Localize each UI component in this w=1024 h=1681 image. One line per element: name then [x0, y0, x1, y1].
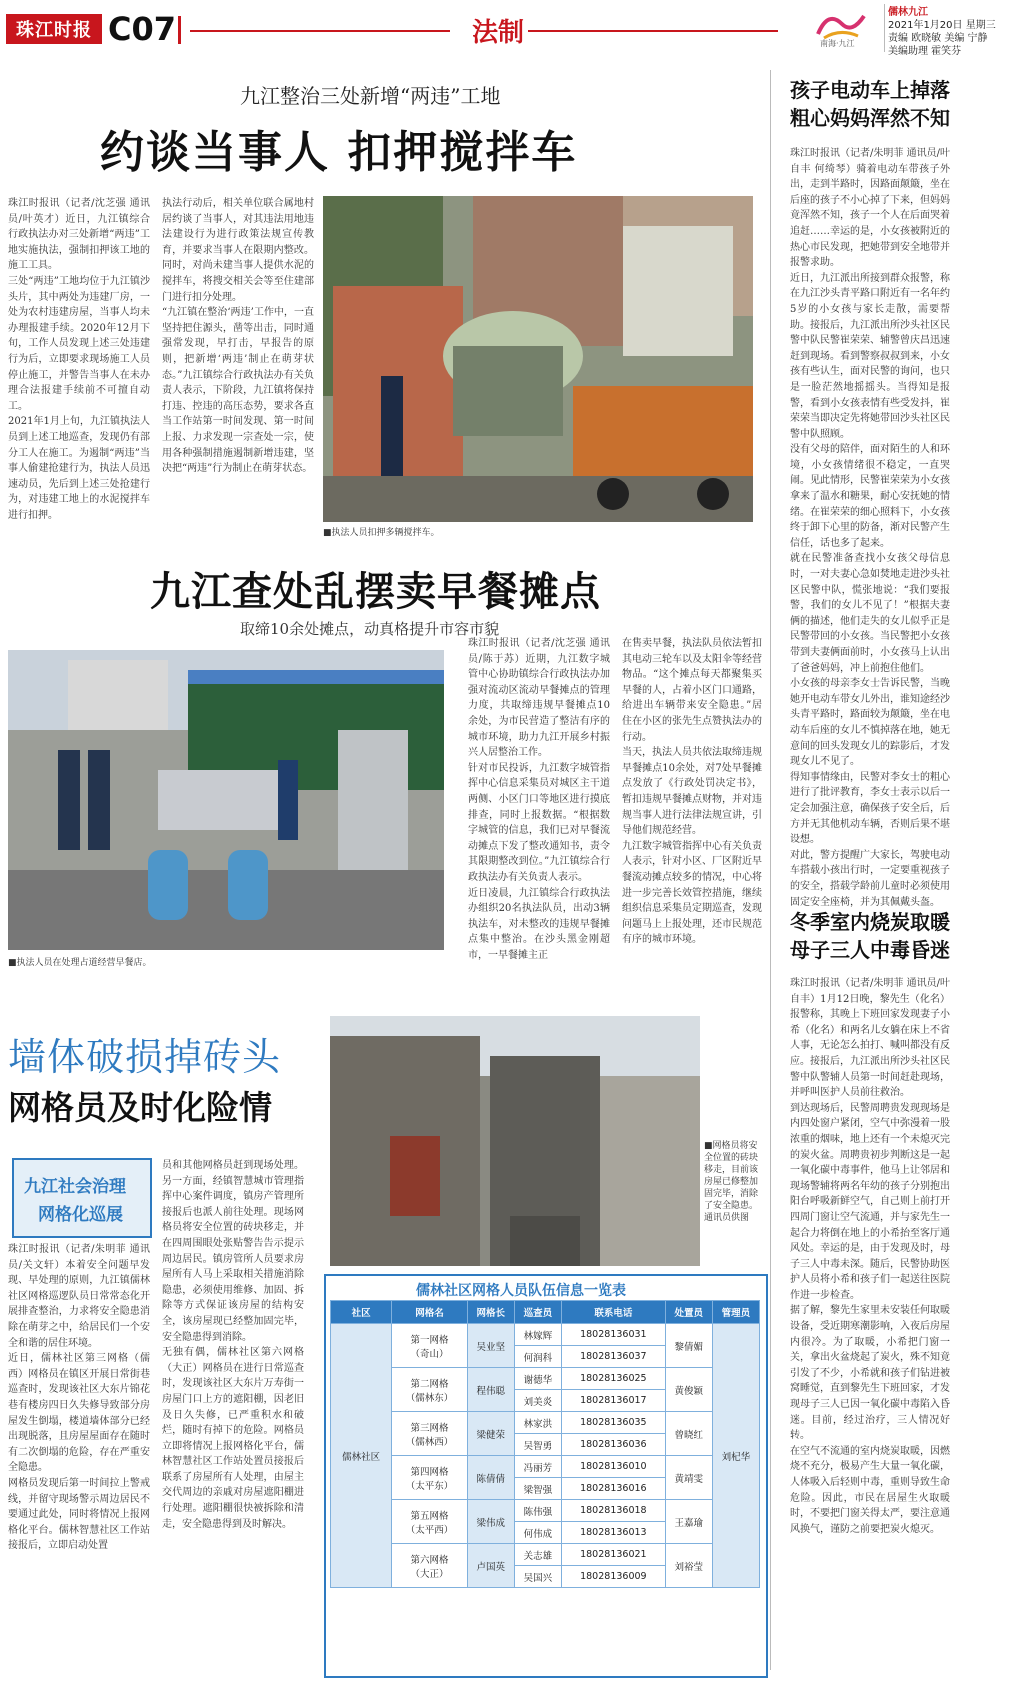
side1-headline-line2: 粗心妈妈浑然不知 [790, 106, 950, 130]
header-inspector: 巡查员 [514, 1301, 561, 1324]
cell-handler: 黄靖雯 [665, 1456, 712, 1500]
breakfast-stall-photo [8, 650, 444, 950]
grid-patrol-badge [12, 1158, 152, 1238]
cell-phone: 18028136016 [561, 1478, 665, 1500]
cell-grid-name: 第五网格 （太平西） [392, 1500, 467, 1544]
side2-headline-line2: 母子三人中毒昏迷 [790, 938, 950, 962]
table-row [331, 1368, 760, 1390]
stall-enforcement-image [8, 650, 444, 950]
damaged-wall-photo [330, 1016, 700, 1266]
cell-handler: 曾晓红 [665, 1412, 712, 1456]
cell-grid-leader: 吴业坚 [467, 1324, 514, 1368]
article1-headline: 约谈当事人 扣押搅拌车 [100, 127, 578, 178]
cell-phone: 18028136036 [561, 1434, 665, 1456]
grid-staff-table [330, 1300, 760, 1588]
header-handler: 处置员 [665, 1301, 712, 1324]
logo-title: 儒林九江 [888, 7, 928, 18]
cell-inspector: 陈伟强 [514, 1500, 561, 1522]
cell-grid-leader: 陈倩倩 [467, 1456, 514, 1500]
newspaper-brand: 珠江时报 [6, 14, 102, 44]
table-row [331, 1412, 760, 1434]
issue-date: 2021年1月20日 星期三 [888, 20, 996, 31]
cell-inspector: 冯丽芳 [514, 1456, 561, 1478]
cell-grid-name: 第一网格 （奇山） [392, 1324, 467, 1368]
cell-grid-leader: 梁伟成 [467, 1500, 514, 1544]
staff-table-wrap [330, 1300, 760, 1588]
article2-column-2: 在售卖早餐，执法队员依法暂扣其电动三轮车以及太阳伞等经营物品。“这个摊点每天都聚集买早餐的人，占着小区门口通路，给进出车辆带来安全隐患。”居住在小区的张先生点赞执法办的行动。 当天，执法人员共依法取缔违规早餐摊点10余处，对7处早餐摊点发放了《行政处罚决定书》，暂扣违规早餐摊点财物，并对违规当事人进行法律法规宣讲，引导他们规范经营。 九江数字城管指挥中心有关负责人表示，针对小区、厂区附近早餐流动摊点较多的情况，中心将进一步完善长效管控措施，继续组织信息采集员定期巡查，发现问题马上上报处理，还市民规范有序的城市环境。 [622, 638, 762, 946]
article3-headline-line1: 墙体破损掉砖头 [8, 1035, 282, 1079]
cell-handler: 黎倩媚 [665, 1324, 712, 1368]
cell-inspector: 何伟成 [514, 1522, 561, 1544]
page-number: C07 [108, 10, 177, 48]
cell-inspector: 吴国兴 [514, 1566, 561, 1588]
side2-headline-line1: 冬季室内烧炭取暖 [790, 910, 950, 934]
article3-caption: ■网格员将安全位置的砖块移走，目前该房屋已修整加固完毕，消除了安全隐患。 通讯员供图 [704, 1141, 759, 1223]
cell-handler: 王嘉瑜 [665, 1500, 712, 1544]
article1-kicker: 九江整治三处新增“两违”工地 [240, 84, 501, 108]
cell-phone: 18028136010 [561, 1456, 665, 1478]
cell-phone: 18028136037 [561, 1346, 665, 1368]
cell-inspector: 吴智勇 [514, 1434, 561, 1456]
table-header-row [331, 1301, 760, 1324]
article1-column-2: 执法行动后，相关单位联合属地村居约谈了当事人，对其违法用地违法建设行为进行政策法规宣传教育，并要求当事人在限期内整改。同时，对尚未建当事人提供水泥的搅拌车，将搜交相关会等至住建部门进行扣分处理。 “九江镇在整治‘两违’工作中，一直坚持把住源头，凿等出击，同时通强常发现，早打击，早报告的原则，把新增‘两违’制止在萌芽状态。”九江镇综合行政执法办有关负责人表示，下阶段，九江镇将保持打违、控违的高压态势，要求各直当工作站第一时间发现、第一时间上报、力求发现一宗查处一宗，使用各种强制措施遏制新增违建，坚决把“两违”行为制止在萌芽状态。 [162, 198, 314, 475]
editor-line-1: 责编 欧晓敏 美编 宁静 [888, 33, 988, 44]
cell-handler: 黄俊颖 [665, 1368, 712, 1412]
article1-column-1: 珠江时报讯（记者/沈芝强 通讯员/叶英才）近日，九江镇综合行政执法办对三处新增“两违”工地实施执法，强制扣押该工地的施工工具。 三处“两违”工地均位于九江镇沙头片，其中两处为违建厂房，一处为农村违建房屋，当事人均未办理报建手续。2020年12月下旬，工作人员发现上述三处违建行为后，立即要求现场施工人员停止施工，并警告当事人在未办理合法报建手续前不可擅自动工。 2021年1月上旬，九江镇执法人员到上述工地巡查，发现仍有部分工人在施工。为遏制“两违”当事人偷建抢建行为，执法人员迅速动员，先后到上述三处抢建行为，对违建工地上的水泥搅拌车进行扣押。 [8, 198, 150, 521]
sidebar-divider [770, 70, 771, 1670]
cell-handler: 刘裕莹 [665, 1544, 712, 1588]
cell-phone: 18028136017 [561, 1390, 665, 1412]
cell-inspector: 刘美炎 [514, 1390, 561, 1412]
cell-phone: 18028136018 [561, 1500, 665, 1522]
cell-phone: 18028136031 [561, 1324, 665, 1346]
article2-column-1: 珠江时报讯（记者/沈芝强 通讯员/陈于苏）近期，九江数字城管中心协助镇综合行政执法办加强对流动区流动早餐摊点的管理力度，共取缔违规早餐摊点10余处，为市民营造了整洁有序的城市环境，助力九江开展乡村振兴人居整治工作。 针对市民投诉，九江数字城管指挥中心信息采集员对城区主干道两侧、小区门口等地区进行摸底排查，同时上报数据。“根据数字城管的信息，我们已对早餐流动摊点下发了整改通知书，责令其限期整改到位。”九江镇综合行政执法办有关负责人表示。 近日凌晨，九江镇综合行政执法办组织20名执法队员，出动3辆执法车，对未整改的违规早餐摊点集中整治。在沙头黑金刚超市，一早餐摊主正 [468, 638, 610, 961]
header-manager: 管理员 [712, 1301, 759, 1324]
cell-grid-name: 第三网格 （儒林西） [392, 1412, 467, 1456]
article1-caption: ■执法人员扣押多辆搅拌车。 [323, 528, 440, 538]
article2-caption: ■执法人员在处理占道经营早餐店。 [8, 958, 152, 968]
side1-headline [790, 76, 950, 132]
cell-grid-name: 第二网格 （儒林东） [392, 1368, 467, 1412]
header-rule-right [528, 30, 778, 32]
header-divider [178, 16, 181, 44]
cell-community: 儒林社区 [331, 1324, 392, 1588]
table-row [331, 1500, 760, 1522]
cell-phone: 18028136009 [561, 1566, 665, 1588]
header-phone: 联系电话 [561, 1301, 665, 1324]
cell-phone: 18028136021 [561, 1544, 665, 1566]
cell-grid-name: 第六网格 （大正） [392, 1544, 467, 1588]
cell-phone: 18028136025 [561, 1368, 665, 1390]
cell-inspector: 林家洪 [514, 1412, 561, 1434]
article3-column-1: 珠江时报讯（记者/朱明菲 通讯员/关文轩）本着安全问题早发现、早处理的原则，九江镇儒林社区网格巡逻队员日常常态化开展排查整治，力求将安全隐患消除在萌芽之中，给居民们一个安全和谐的居住环境。 近日，儒林社区第三网格（儒西）网格员在镇区开展日常街巷巡查时，发现该社区大东片锦花巷有楼房四日久失修导致部分房屋发生倒塌，楼道墙体部分已经出现脱落，且房屋屋面存在随时有二次倒塌的危险，存在严重安全隐患。 网格员发现后第一时间拉上警戒线，并留守现场警示周边居民不要通过此处，同时将情况上报网格化平台。儒林智慧社区工作站接报后，立即启动处置 [8, 1244, 150, 1552]
badge-line-2: 网格化巡展 [38, 1205, 123, 1225]
table-row [331, 1324, 760, 1346]
table-row [331, 1544, 760, 1566]
cell-inspector: 谢德华 [514, 1368, 561, 1390]
header-community: 社区 [331, 1301, 392, 1324]
cell-inspector: 林嫁辉 [514, 1324, 561, 1346]
mixer-truck-image [323, 196, 753, 522]
side1-body: 珠江时报讯（记者/朱明菲 通讯员/叶自丰 何绮琴）骑着电动车带孩子外出，走到半路时，因路面颠簸，坐在后座的孩子不小心掉了下来，但妈妈竟浑然不知，孩子一个人在后面哭着追赶……幸运的是，小女孩被附近的热心市民发现，把她带到安全地带并报警求助。 近日，九江派出所接到群众报警，称在九江沙头青平路口附近有一名年约5岁的小女孩与家长走散，需要帮助。接报后，九江派出所沙头社区民警中队民警崔荣荣、辅警曾庆昌迅速赶到现场。看到警察叔叔到来，小女孩有些认生，面对民警的询问，也只是一脸茫然地摇摇头。当得知是报警，看到小女孩表情有些受发抖，崔荣荣当即决定先将她带回沙头社区民警中队照顾。 没有父母的陪伴，面对陌生的人和环境，小女孩情绪很不稳定，一直哭闹。见此情形，民警崔荣荣为小女孩拿来了温水和糖果，耐心安抚她的情绪。在崔荣荣的细心照料下，小女孩终于卸下心里的防备，渐对民警产生信任，话也多了起来。 就在民警准备查找小女孩父母信息时，一对夫妻心急如焚地走进沙头社区民警中队，慌张地说：“我们要报警，我们的女儿不见了！”根据夫妻俩的描述，他们走失的女儿似乎正是民警带回的小女孩。当民警把小女孩带到夫妻俩面前时，小女孩马上认出了爸爸妈妈，冲上前抱住他们。 小女孩的母亲李女士告诉民警，当晚她开电动车带女儿外出，谁知途经沙头青平路时，路面较为颠簸，坐在电动车后座的女儿不慎掉落在地，她无意间的回头发现女儿的踪影后，才发现女儿不见了。 得知事情缘由，民警对李女士的粗心进行了批评教育，李女士表示以后一定会加强注意，确保孩子安全后，后方并无其他机动车辆，否则后果不堪设想。 对此，警方提醒广大家长，驾驶电动车搭载小孩出行时，一定要重视孩子的安全，搭载学龄前儿童时必须使用固定安全座椅，并为其佩戴头盔。 [790, 148, 950, 908]
side1-headline-line1: 孩子电动车上掉落 [790, 78, 950, 102]
side2-headline [790, 908, 950, 964]
cell-grid-leader: 梁健荣 [467, 1412, 514, 1456]
cell-manager: 刘杞华 [712, 1324, 759, 1588]
cell-grid-leader: 卢国英 [467, 1544, 514, 1588]
section-title: 法制 [472, 18, 525, 48]
concrete-truck-photo [323, 196, 753, 522]
cell-phone: 18028136035 [561, 1412, 665, 1434]
header-rule-left [190, 30, 450, 32]
cell-inspector: 何润科 [514, 1346, 561, 1368]
grid-staff-table-box [324, 1274, 768, 1678]
table-row [331, 1456, 760, 1478]
article2-headline: 九江查处乱摆卖早餐摊点 [150, 568, 601, 615]
badge-line-1: 九江社会治理 [24, 1177, 126, 1197]
article3-headline-line2: 网格员及时化险情 [8, 1088, 272, 1127]
alley-wall-image [330, 1016, 700, 1266]
header-logo-divider [884, 4, 885, 52]
cell-inspector: 梁智强 [514, 1478, 561, 1500]
side2-body: 珠江时报讯（记者/朱明菲 通讯员/叶自丰）1月12日晚，黎先生（化名）报警称，其晚上下班回家发现妻子小希（化名）和两名儿女躺在床上不省人事，无论怎么拍打、喊叫都没有反应。接报后，九江派出所沙头社区民警中队警辅人员第一时间赶赴现场，并呼叫医护人员前往救治。 到达现场后，民警周聘贵发现现场是内四处窗户紧闭，空气中弥漫着一股浓重的烟味，地上还有一个未熄灭完的炭火盆。周聘贵初步判断这是一起一氧化碳中毒事件，他马上让邻居和现场警辅将两名年幼的孩子分别抱出阳台呼吸新鲜空气，自己则上前打开四周门窗让空气流通，并与家先生一起合力将倒在地上的小希抬至客厅通风处。幸运的是，由于发现及时，母子三人中毒未深。随后，民警协助医护人员将小希和孩子们一起送往医院作进一步检查。 据了解，黎先生家里未安装任何取暖设备，受近期寒潮影响，入夜后房屋内很冷。为了取暖，小希把门窗一关，拿出火盆烧起了炭火，殊不知竟引发了不少，小希就和孩子们钻进被窝睡觉，直到黎先生下班回家，才发现母子三人已因一氧化碳中毒陷入昏迷。目前，经过治疗，三人情况好转。 在空气不流通的室内烧炭取暖，因燃烧不充分，极易产生大量一氧化碳，人体吸入后轻则中毒，重则导致生命危险。因此，市民在居屋生火取暖时，不要把门窗关得太严，要注意通风换气，谨防之前要把炭火熄灭。 [790, 978, 950, 1535]
cell-grid-name: 第四网格 （太平东） [392, 1456, 467, 1500]
issue-info [888, 6, 996, 58]
header-grid-name: 网格名 [392, 1301, 467, 1324]
article2-subheadline: 取缔10余处摊点，动真格提升市容市貌 [240, 620, 500, 638]
header-grid-leader: 网格长 [467, 1301, 514, 1324]
district-logo [812, 6, 884, 50]
table-title: 儒林社区网格人员队伍信息一览表 [416, 1283, 626, 1299]
article3-column-2: 员和其他网格员赶到现场处理。另一方面，经镇智慧城市管理指挥中心案件调度，镇房产管理所接报后也派人前往处理。现场网格员将安全位置的砖块移走，并在四周围眼处张贴警告告示提示周边居民。镇房管所人员要求房屋所有人马上采取相关措施消除隐患，必须使用维修、加固、拆除等方式保证该房屋的结构安全，该房屋现已经整加固完毕，安全隐患得到消除。 无独有偶，儒林社区第六网格（大正）网格员在进行日常巡查时，发现该社区大东片万寿街一房屋门口上方的遮阳棚，因老旧及日久失修，已严重积水和破烂，随时有掉下的危险。网格员立即将情况上报网格化平台，儒林智慧社区工作站处置员接报后联系了房屋所有人处理，由屋主交代周边的亲戚对房屋遮阳棚进行处理。遮阳棚很快被拆除和清走，安全隐患得到及时解决。 [162, 1160, 304, 1530]
cell-phone: 18028136013 [561, 1522, 665, 1544]
logo-tag: 南海·九江 [820, 39, 855, 48]
cell-grid-leader: 程伟聪 [467, 1368, 514, 1412]
editor-line-2: 美编助理 霍笑芬 [888, 46, 962, 57]
cell-inspector: 关志雄 [514, 1544, 561, 1566]
